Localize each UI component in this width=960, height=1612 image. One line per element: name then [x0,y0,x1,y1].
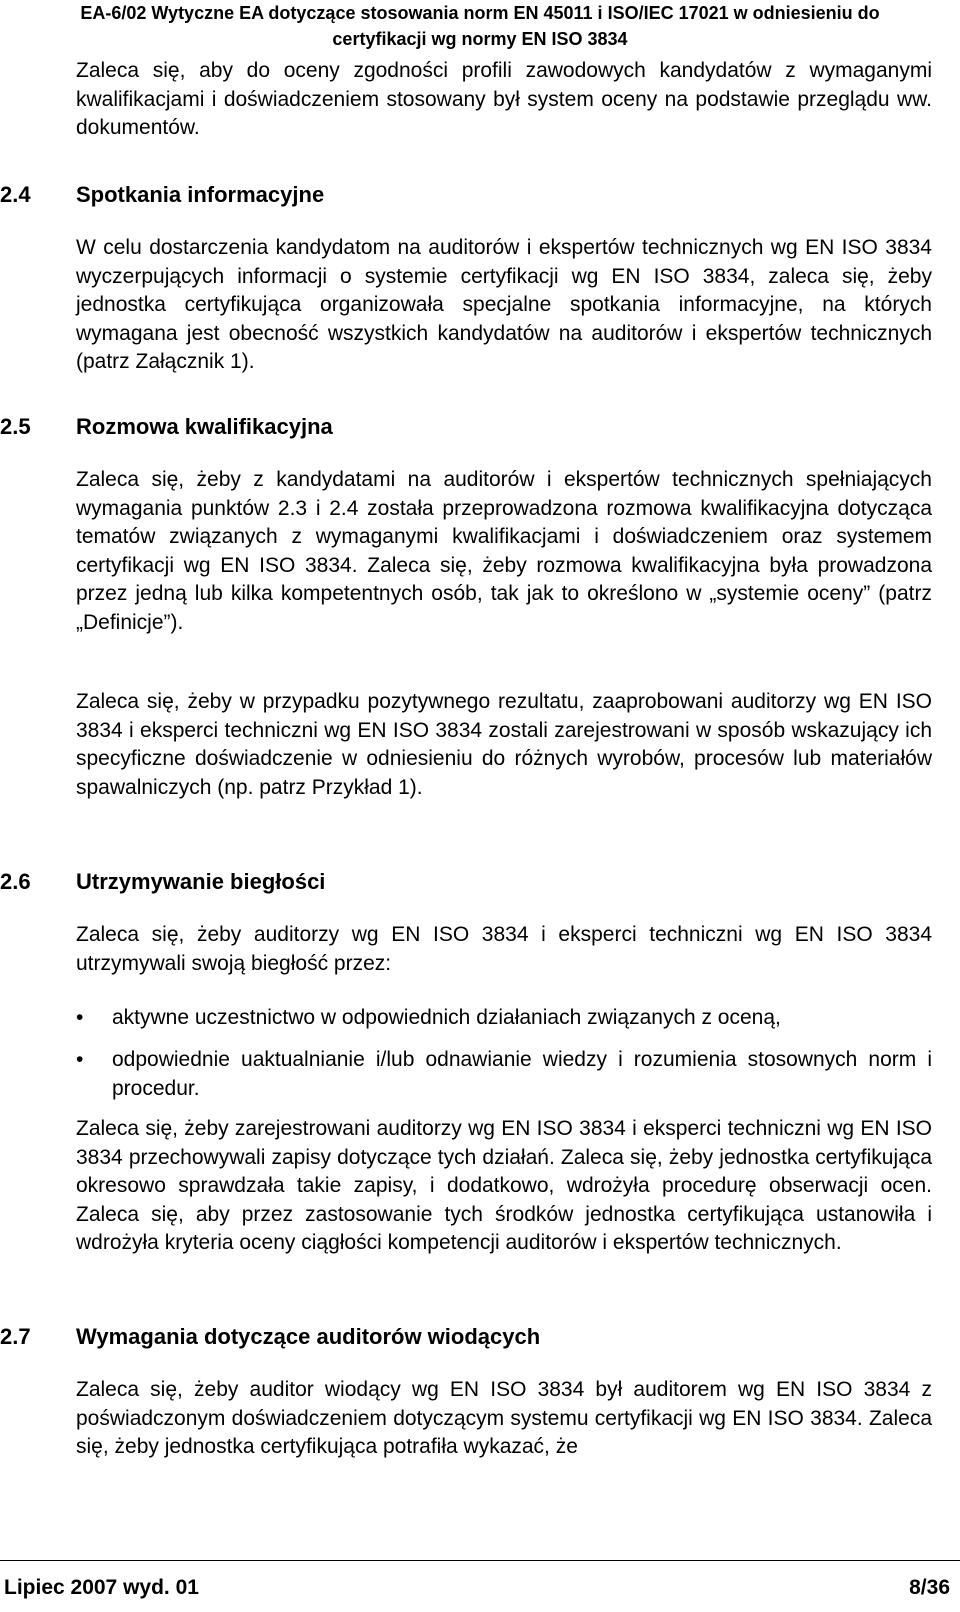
list-item-text: aktywne uczestnictwo w odpowiednich działaniach związanych z oceną, [112,1006,781,1029]
section-number: 2.6 [0,869,31,894]
section-number: 2.5 [0,414,31,439]
section-number: 2.4 [0,182,31,207]
section-title: Wymagania dotyczące auditorów wiodących [76,1324,541,1349]
section-2-4-body [76,234,932,377]
paragraph: Zaleca się, żeby auditorzy wg EN ISO 3834 i eksperci techniczni wg EN ISO 3834 utrzymywali swoją biegłość przez: [76,923,932,975]
document-header [0,0,960,52]
section-2-5-body-1 [76,466,932,638]
paragraph: Zaleca się, żeby z kandydatami na auditorów i ekspertów technicznych spełniających wymagania punktów 2.3 i 2.4 została przeprowadzona rozmowa kwalifikacyjna dotycząca tematów związanych z wymaganymi kwalifikacjami i doświadczeniem oraz systemem certyfikacji wg EN ISO 3834. Zaleca się, żeby rozmowa kwalifikacyjna była prowadzona przez jedną lub kilka kompetentnych osób, tak jak to określono w „systemie oceny” (patrz „Definicje”). [76,468,932,634]
section-2-6-intro [76,921,932,978]
section-title: Spotkania informacyjne [76,182,325,207]
section-2-7-body [76,1376,932,1462]
footer-edition: Lipiec 2007 wyd. 01 [4,1576,199,1599]
section-title: Utrzymywanie biegłości [76,869,326,894]
footer-divider [0,1560,960,1561]
header-title-line-2: certyfikacji wg normy EN ISO 3834 [332,29,628,49]
bullet-icon: • [76,1048,84,1071]
paragraph: Zaleca się, żeby zarejestrowani auditorzy wg EN ISO 3834 i eksperci techniczni wg EN ISO 3834 przechowywali zapisy dotyczące tych działań. Zaleca się, żeby jednostka certyfikująca okresowo sprawdzała takie zapisy, i dodatkowo, wdrożyła procedurę obserwacji ocen. Zaleca się, aby przez zastosowanie tych środków jednostka certyfikująca ustanowiła i wdrożyła kryteria oceny ciągłości kompetencji auditorów i ekspertów technicznych. [76,1117,932,1255]
list-item-text: odpowiednie uaktualnianie i/lub odnawianie wiedzy i rozumienia stosownych norm i procedur. [112,1048,932,1100]
bullet-icon: • [76,1006,84,1029]
section-title: Rozmowa kwalifikacyjna [76,414,333,439]
paragraph: Zaleca się, żeby auditor wiodący wg EN ISO 3834 był auditorem wg EN ISO 3834 z poświadczonym doświadczeniem dotyczącym systemu certyfikacji wg EN ISO 3834. Zaleca się, żeby jednostka certyfikująca potrafiła wykazać, że [76,1378,932,1459]
section-2-5-body-2 [76,688,932,802]
paragraph: W celu dostarczenia kandydatom na auditorów i ekspertów technicznych wg EN ISO 3834 wyczerpujących informacji o systemie certyfikacji wg EN ISO 3834, zaleca się, żeby jednostka certyfikująca organizowała specjalne spotkania informacyjne, na których wymagana jest obecność wszystkich kandydatów na auditorów i ekspertów technicznych (patrz Załącznik 1). [76,236,932,374]
intro-paragraph: Zaleca się, aby do oceny zgodności profili zawodowych kandydatów z wymaganymi kwalifikacjami i doświadczeniem stosowany był system oceny na podstawie przeglądu ww. dokumentów. [76,59,932,140]
page-number: 8/36 [909,1576,950,1599]
section-number: 2.7 [0,1324,31,1349]
header-title-line-1: EA-6/02 Wytyczne EA dotyczące stosowania norm EN 45011 i ISO/IEC 17021 w odniesieniu do [80,3,880,23]
section-2-6-closing [76,1115,932,1258]
paragraph: Zaleca się, żeby w przypadku pozytywnego rezultatu, zaaprobowani auditorzy wg EN ISO 3834 i eksperci techniczni wg EN ISO 3834 zostali zarejestrowani w sposób wskazujący ich specyficzne doświadczenie w odniesieniu do różnych wyrobów, procesów lub materiałów spawalniczych (np. patrz Przykład 1). [76,690,932,799]
intro-paragraph-block [76,57,932,143]
